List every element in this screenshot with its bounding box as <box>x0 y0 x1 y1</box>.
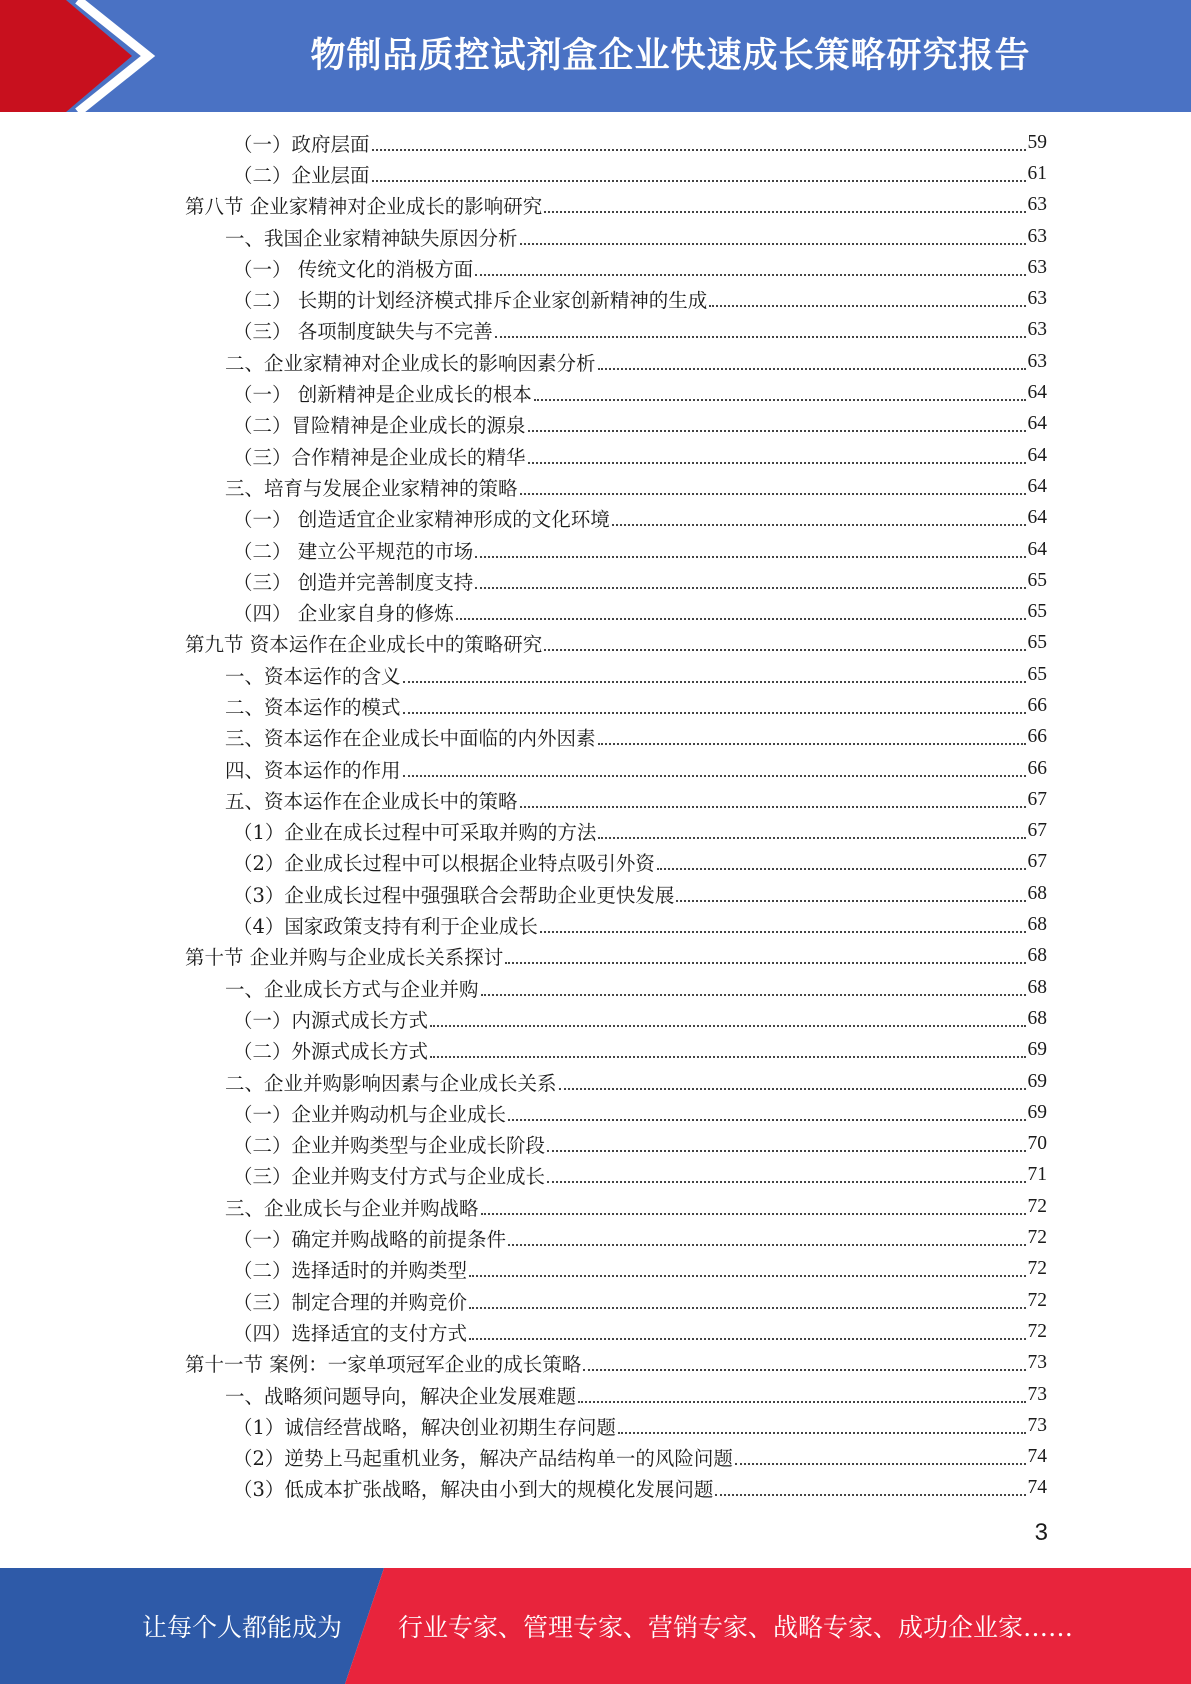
toc-entry[interactable] <box>185 409 1047 440</box>
toc-entry[interactable] <box>185 1316 1047 1347</box>
toc-dot-leader <box>676 900 1025 902</box>
header-band <box>0 0 1191 112</box>
toc-entry[interactable] <box>185 690 1047 721</box>
toc-entry-page: 64 <box>1027 444 1047 466</box>
toc-entry[interactable] <box>185 1473 1047 1504</box>
toc-entry[interactable] <box>185 315 1047 346</box>
toc-entry-title: （2）逆势上马起重机业务，解决产品结构单一的风险问题 <box>233 1447 733 1471</box>
toc-entry-page: 63 <box>1027 350 1047 372</box>
toc-entry-title: 一、资本运作的含义 <box>225 664 401 688</box>
toc-entry-page: 63 <box>1027 319 1047 341</box>
toc-entry-page: 67 <box>1027 820 1047 842</box>
toc-dot-leader <box>469 1307 1025 1309</box>
toc-entry-title: （3）企业成长过程中强强联合会帮助企业更快发展 <box>233 883 675 907</box>
toc-entry-page: 68 <box>1027 882 1047 904</box>
toc-entry-title: （三）合作精神是企业成长的精华 <box>233 445 526 469</box>
toc-entry-title: （二）企业并购类型与企业成长阶段 <box>233 1134 546 1158</box>
toc-entry-page: 65 <box>1027 601 1047 623</box>
toc-entry[interactable] <box>185 878 1047 909</box>
document-title: 物制品质控试剂盒企业快速成长策略研究报告 <box>310 36 1031 76</box>
toc-dot-leader <box>520 806 1026 808</box>
toc-entry-title: （一） 传统文化的消极方面 <box>233 257 474 281</box>
toc-dot-leader <box>481 1213 1026 1215</box>
toc-entry-title: （一）政府层面 <box>233 132 370 156</box>
toc-entry-title: （二）企业层面 <box>233 163 370 187</box>
toc-entry-page: 63 <box>1027 194 1047 216</box>
toc-dot-leader <box>403 712 1026 714</box>
toc-entry[interactable] <box>185 1003 1047 1034</box>
toc-entry-title: 三、企业成长与企业并购战略 <box>225 1196 479 1220</box>
toc-entry[interactable] <box>185 816 1047 847</box>
toc-entry-title: （四） 企业家自身的修炼 <box>233 602 454 626</box>
toc-entry-title: 四、资本运作的作用 <box>225 758 401 782</box>
toc-entry[interactable] <box>185 659 1047 690</box>
toc-dot-leader <box>578 1401 1025 1403</box>
toc-entry-title: （2）企业成长过程中可以根据企业特点吸引外资 <box>233 852 655 876</box>
toc-dot-leader <box>528 462 1026 464</box>
toc-entry-page: 73 <box>1027 1383 1047 1405</box>
toc-entry-page: 73 <box>1027 1352 1047 1374</box>
toc-dot-leader <box>547 1181 1025 1183</box>
toc-entry-title: 二、企业家精神对企业成长的影响因素分析 <box>225 351 596 375</box>
toc-dot-leader <box>598 743 1026 745</box>
toc-entry-title: 一、企业成长方式与企业并购 <box>225 977 479 1001</box>
toc-entry-page: 70 <box>1027 1133 1047 1155</box>
toc-dot-leader <box>657 868 1026 870</box>
toc-entry-title: （一）内源式成长方式 <box>233 1008 429 1032</box>
header-arrow-shape <box>0 0 132 112</box>
toc-entry-page: 68 <box>1027 945 1047 967</box>
toc-entry-page: 64 <box>1027 475 1047 497</box>
toc-dot-leader <box>559 1088 1026 1090</box>
toc-entry-title: 一、我国企业家精神缺失原因分析 <box>225 226 518 250</box>
toc-entry-title: 二、企业并购影响因素与企业成长关系 <box>225 1071 557 1095</box>
toc-entry[interactable] <box>185 283 1047 314</box>
toc-entry-page: 68 <box>1027 914 1047 936</box>
toc-entry-page: 64 <box>1027 507 1047 529</box>
toc-entry[interactable] <box>185 1379 1047 1410</box>
toc-entry[interactable] <box>185 909 1047 940</box>
toc-dot-leader <box>618 1432 1026 1434</box>
toc-entry-title: （三） 创造并完善制度支持 <box>233 570 474 594</box>
toc-dot-leader <box>495 336 1026 338</box>
toc-entry-page: 64 <box>1027 413 1047 435</box>
toc-entry-title: （一）确定并购战略的前提条件 <box>233 1228 507 1252</box>
toc-dot-leader <box>534 399 1026 401</box>
toc-entry-title: 第九节 资本运作在企业成长中的策略研究 <box>185 633 543 657</box>
toc-dot-leader <box>715 1494 1025 1496</box>
toc-entry-page: 66 <box>1027 694 1047 716</box>
toc-entry-title: 第十节 企业并购与企业成长关系探讨 <box>185 946 504 970</box>
toc-dot-leader <box>475 556 1025 558</box>
toc-entry[interactable] <box>185 377 1047 408</box>
toc-entry[interactable] <box>185 847 1047 878</box>
toc-entry[interactable] <box>185 1410 1047 1441</box>
table-of-contents <box>185 127 1047 1504</box>
toc-entry[interactable] <box>185 596 1047 627</box>
toc-entry-title: （三） 各项制度缺失与不完善 <box>233 320 493 344</box>
toc-entry[interactable] <box>185 252 1047 283</box>
toc-entry[interactable] <box>185 565 1047 596</box>
toc-dot-leader <box>469 1275 1025 1277</box>
toc-entry-title: （1）诚信经营战略，解决创业初期生存问题 <box>233 1415 616 1439</box>
toc-entry-title: （四）选择适宜的支付方式 <box>233 1321 468 1345</box>
toc-dot-leader <box>456 618 1026 620</box>
toc-entry[interactable] <box>185 1035 1047 1066</box>
toc-dot-leader <box>372 149 1026 151</box>
toc-entry-page: 72 <box>1027 1289 1047 1311</box>
toc-entry[interactable] <box>185 1097 1047 1128</box>
toc-entry-page: 71 <box>1027 1164 1047 1186</box>
toc-dot-leader <box>547 1150 1025 1152</box>
toc-dot-leader <box>709 305 1025 307</box>
toc-dot-leader <box>508 1244 1025 1246</box>
toc-entry-page: 63 <box>1027 288 1047 310</box>
toc-entry-page: 72 <box>1027 1258 1047 1280</box>
toc-dot-leader <box>540 931 1026 933</box>
toc-entry[interactable] <box>185 1441 1047 1472</box>
toc-dot-leader <box>475 274 1025 276</box>
toc-entry-title: 一、战略须问题导向，解决企业发展难题 <box>225 1384 577 1408</box>
toc-entry-title: 五、资本运作在企业成长中的策略 <box>225 789 518 813</box>
toc-entry[interactable] <box>185 1191 1047 1222</box>
toc-dot-leader <box>372 180 1026 182</box>
toc-entry[interactable] <box>185 1066 1047 1097</box>
toc-entry[interactable] <box>185 1285 1047 1316</box>
toc-dot-leader <box>403 681 1026 683</box>
toc-entry-title: （1）企业在成长过程中可采取并购的方法 <box>233 821 597 845</box>
toc-entry-title: 二、资本运作的模式 <box>225 695 401 719</box>
toc-entry-title: （二） 建立公平规范的市场 <box>233 539 474 563</box>
toc-entry[interactable] <box>185 1348 1047 1379</box>
toc-dot-leader <box>520 493 1026 495</box>
toc-entry-title: （一） 创新精神是企业成长的根本 <box>233 383 532 407</box>
toc-entry[interactable] <box>185 440 1047 471</box>
toc-entry[interactable] <box>185 1160 1047 1191</box>
toc-entry-title: （二）选择适时的并购类型 <box>233 1259 468 1283</box>
toc-dot-leader <box>469 1338 1025 1340</box>
toc-entry-page: 69 <box>1027 1039 1047 1061</box>
toc-dot-leader <box>508 1119 1025 1121</box>
toc-entry-title: 第八节 企业家精神对企业成长的影响研究 <box>185 195 543 219</box>
toc-entry[interactable] <box>185 972 1047 1003</box>
toc-dot-leader <box>598 837 1025 839</box>
toc-dot-leader <box>505 962 1025 964</box>
toc-entry[interactable] <box>185 784 1047 815</box>
toc-dot-leader <box>520 243 1026 245</box>
footer-slogan-right: 行业专家、管理专家、营销专家、战略专家、成功企业家…… <box>398 1613 1074 1642</box>
toc-entry[interactable] <box>185 503 1047 534</box>
toc-entry[interactable] <box>185 158 1047 189</box>
toc-entry-page: 65 <box>1027 632 1047 654</box>
toc-entry-title: 三、培育与发展企业家精神的策略 <box>225 476 518 500</box>
toc-entry[interactable] <box>185 534 1047 565</box>
toc-entry-page: 67 <box>1027 788 1047 810</box>
toc-entry-title: 第十一节 案例：一家单项冠军企业的成长策略 <box>185 1353 582 1377</box>
page-number: 3 <box>1034 1519 1048 1546</box>
toc-entry-page: 74 <box>1027 1477 1047 1499</box>
toc-entry-page: 64 <box>1027 538 1047 560</box>
toc-entry[interactable] <box>185 1222 1047 1253</box>
toc-entry-title: （二）冒险精神是企业成长的源泉 <box>233 414 526 438</box>
toc-entry-page: 68 <box>1027 976 1047 998</box>
toc-entry-title: （三）企业并购支付方式与企业成长 <box>233 1165 546 1189</box>
toc-entry[interactable] <box>185 628 1047 659</box>
toc-entry-page: 63 <box>1027 225 1047 247</box>
toc-entry[interactable] <box>185 1129 1047 1160</box>
toc-entry-page: 63 <box>1027 256 1047 278</box>
toc-entry-title: （4）国家政策支持有利于企业成长 <box>233 915 538 939</box>
toc-entry-page: 72 <box>1027 1195 1047 1217</box>
toc-entry-title: （二）外源式成长方式 <box>233 1040 429 1064</box>
toc-entry-page: 69 <box>1027 1101 1047 1123</box>
toc-dot-leader <box>528 430 1026 432</box>
toc-entry-page: 59 <box>1027 131 1047 153</box>
toc-entry-title: （一）企业并购动机与企业成长 <box>233 1102 507 1126</box>
toc-entry[interactable] <box>185 221 1047 252</box>
toc-entry-page: 67 <box>1027 851 1047 873</box>
header-arrow-icon <box>0 0 160 112</box>
toc-entry-page: 61 <box>1027 162 1047 184</box>
toc-entry-page: 65 <box>1027 569 1047 591</box>
toc-dot-leader <box>544 211 1025 213</box>
toc-dot-leader <box>430 1025 1025 1027</box>
toc-dot-leader <box>612 524 1026 526</box>
toc-entry-page: 69 <box>1027 1070 1047 1092</box>
toc-entry-title: （二） 长期的计划经济模式排斥企业家创新精神的生成 <box>233 289 708 313</box>
toc-entry[interactable] <box>185 127 1047 158</box>
toc-entry-page: 74 <box>1027 1446 1047 1468</box>
toc-dot-leader <box>475 587 1025 589</box>
toc-entry[interactable] <box>185 471 1047 502</box>
toc-entry-title: （三）制定合理的并购竞价 <box>233 1290 468 1314</box>
toc-entry-page: 66 <box>1027 757 1047 779</box>
toc-dot-leader <box>481 994 1026 996</box>
toc-entry-page: 73 <box>1027 1414 1047 1436</box>
toc-entry-title: （3）低成本扩张战略，解决由小到大的规模化发展问题 <box>233 1478 714 1502</box>
toc-entry[interactable] <box>185 941 1047 972</box>
toc-entry-page: 65 <box>1027 663 1047 685</box>
toc-entry[interactable] <box>185 190 1047 221</box>
toc-dot-leader <box>403 775 1026 777</box>
toc-entry[interactable] <box>185 1254 1047 1285</box>
toc-dot-leader <box>544 649 1025 651</box>
footer-slogan-left: 让每个人都能成为 <box>142 1613 343 1642</box>
toc-dot-leader <box>598 368 1026 370</box>
toc-dot-leader <box>583 1369 1025 1371</box>
toc-entry[interactable] <box>185 346 1047 377</box>
toc-entry[interactable] <box>185 753 1047 784</box>
toc-entry-page: 66 <box>1027 726 1047 748</box>
toc-entry-page: 72 <box>1027 1320 1047 1342</box>
toc-entry-page: 64 <box>1027 382 1047 404</box>
footer-band <box>0 1568 1191 1684</box>
toc-dot-leader <box>735 1463 1026 1465</box>
toc-entry-title: （一） 创造适宜企业家精神形成的文化环境 <box>233 508 610 532</box>
toc-dot-leader <box>430 1056 1025 1058</box>
toc-entry[interactable] <box>185 722 1047 753</box>
toc-entry-page: 68 <box>1027 1007 1047 1029</box>
toc-entry-title: 三、资本运作在企业成长中面临的内外因素 <box>225 727 596 751</box>
toc-entry-page: 72 <box>1027 1227 1047 1249</box>
